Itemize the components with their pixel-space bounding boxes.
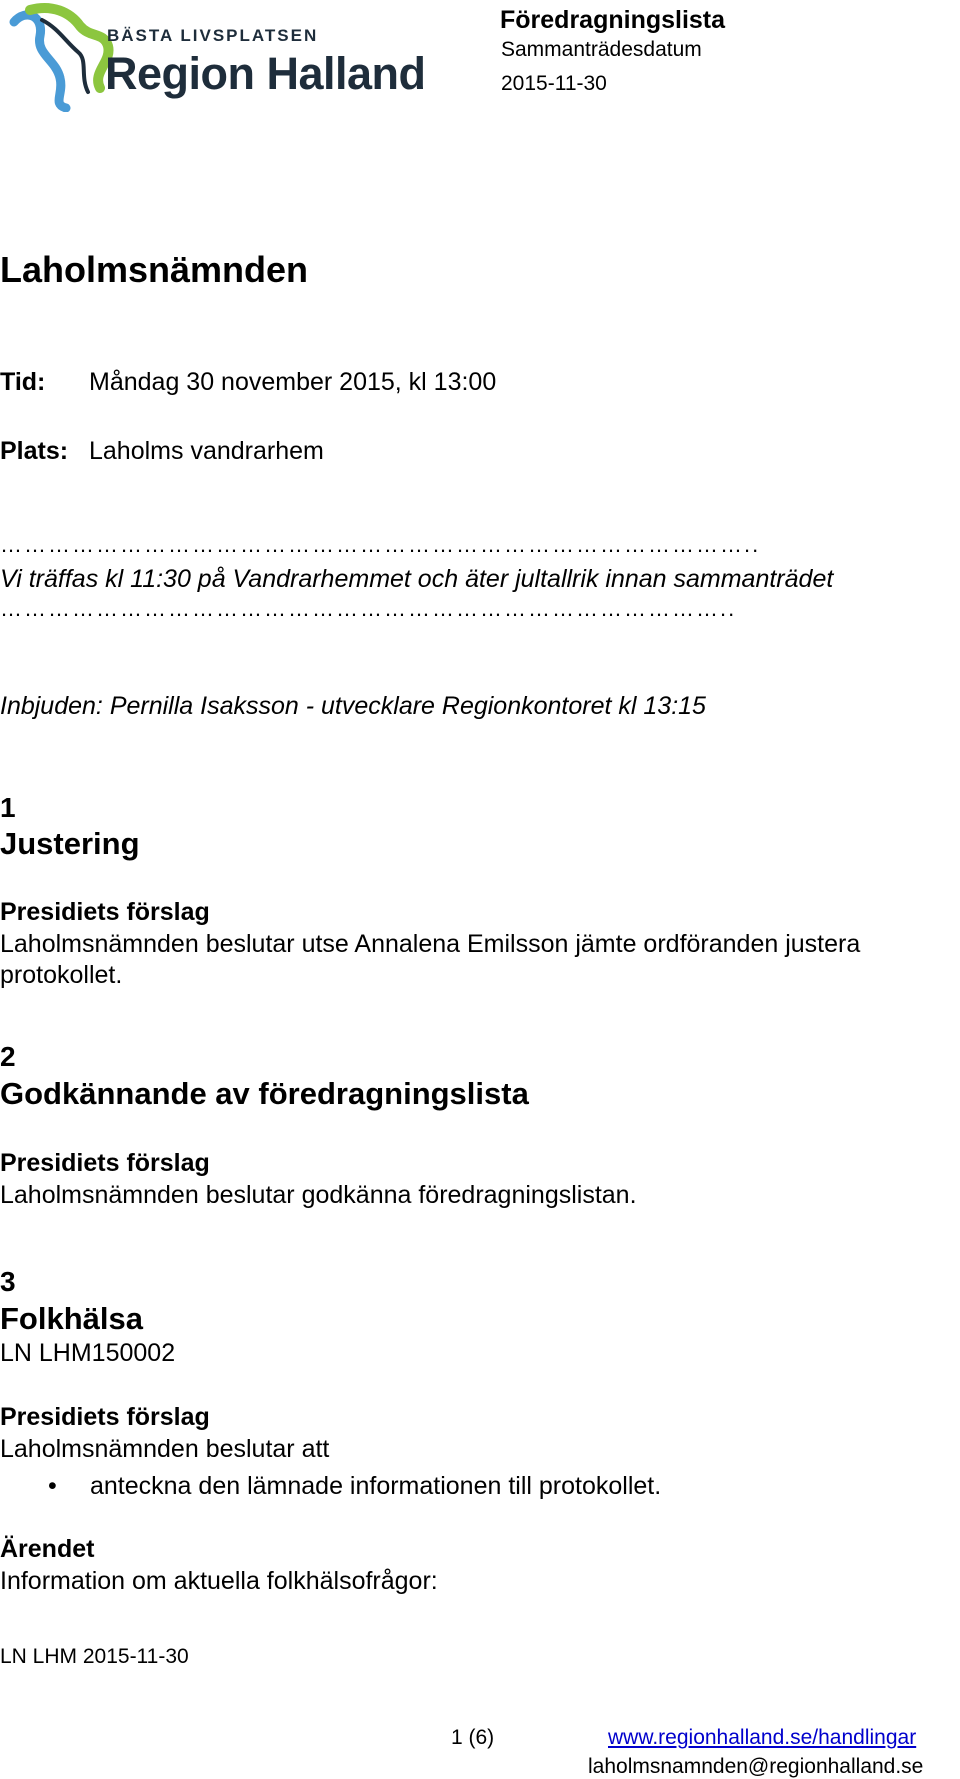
proposal-text: Laholmsnämnden beslutar utse Annalena Emilsson jämte ordföranden justera bbox=[0, 930, 861, 958]
logo-tagline: BÄSTA LIVSPLATSEN bbox=[107, 26, 319, 45]
time-label: Tid: bbox=[0, 368, 46, 396]
lunch-notice: Vi träffas kl 11:30 på Vandrarhemmet och äter jultallrik innan sammanträdet bbox=[0, 565, 834, 593]
item-number: 1 bbox=[0, 792, 16, 823]
matter-label: Ärendet bbox=[0, 1535, 95, 1563]
time-value: Måndag 30 november 2015, kl 13:00 bbox=[89, 368, 497, 396]
bullet-marker: • bbox=[48, 1472, 57, 1500]
proposal-text: Laholmsnämnden beslutar godkänna föredragningslistan. bbox=[0, 1181, 637, 1209]
dotted-separator-top: ………………………………………………………………………………….. bbox=[0, 532, 761, 557]
proposal-label: Presidiets förslag bbox=[0, 898, 210, 926]
item-title: Godkännande av föredragningslista bbox=[0, 1076, 529, 1111]
region-halland-logo bbox=[8, 2, 468, 112]
page-number: 1 (6) bbox=[451, 1726, 495, 1749]
committee-title: Laholmsnämnden bbox=[0, 249, 309, 290]
place-label: Plats: bbox=[0, 437, 69, 465]
documents-link[interactable]: www.regionhalland.se/handlingar bbox=[608, 1726, 917, 1749]
item-number: 2 bbox=[0, 1041, 16, 1072]
matter-text: Information om aktuella folkhälsofrågor: bbox=[0, 1567, 438, 1595]
proposal-label: Presidiets förslag bbox=[0, 1149, 210, 1177]
logo-blue-stroke bbox=[14, 15, 66, 108]
item-title: Justering bbox=[0, 826, 140, 861]
document-reference: LN LHM 2015-11-30 bbox=[0, 1645, 189, 1668]
item-title: Folkhälsa bbox=[0, 1301, 143, 1336]
invited-guest: Inbjuden: Pernilla Isaksson - utvecklare Regionkontoret kl 13:15 bbox=[0, 692, 706, 720]
proposal-label: Presidiets förslag bbox=[0, 1403, 210, 1431]
place-value: Laholms vandrarhem bbox=[89, 437, 324, 465]
meeting-date-label: Sammanträdesdatum bbox=[501, 38, 702, 61]
item-number: 3 bbox=[0, 1266, 16, 1297]
contact-email: laholmsnamnden@regionhalland.se bbox=[588, 1755, 924, 1778]
logo-name: Region Halland bbox=[105, 48, 426, 99]
meeting-date: 2015-11-30 bbox=[501, 72, 607, 95]
proposal-bullet: anteckna den lämnade informationen till protokollet. bbox=[90, 1472, 662, 1500]
proposal-text: Laholmsnämnden beslutar att bbox=[0, 1435, 330, 1463]
document-type-title: Föredragningslista bbox=[500, 6, 726, 34]
case-reference: LN LHM150002 bbox=[0, 1339, 176, 1367]
proposal-text-continued: protokollet. bbox=[0, 961, 123, 989]
dotted-separator-bottom: ……………………………………………………………………………….. bbox=[0, 596, 737, 621]
